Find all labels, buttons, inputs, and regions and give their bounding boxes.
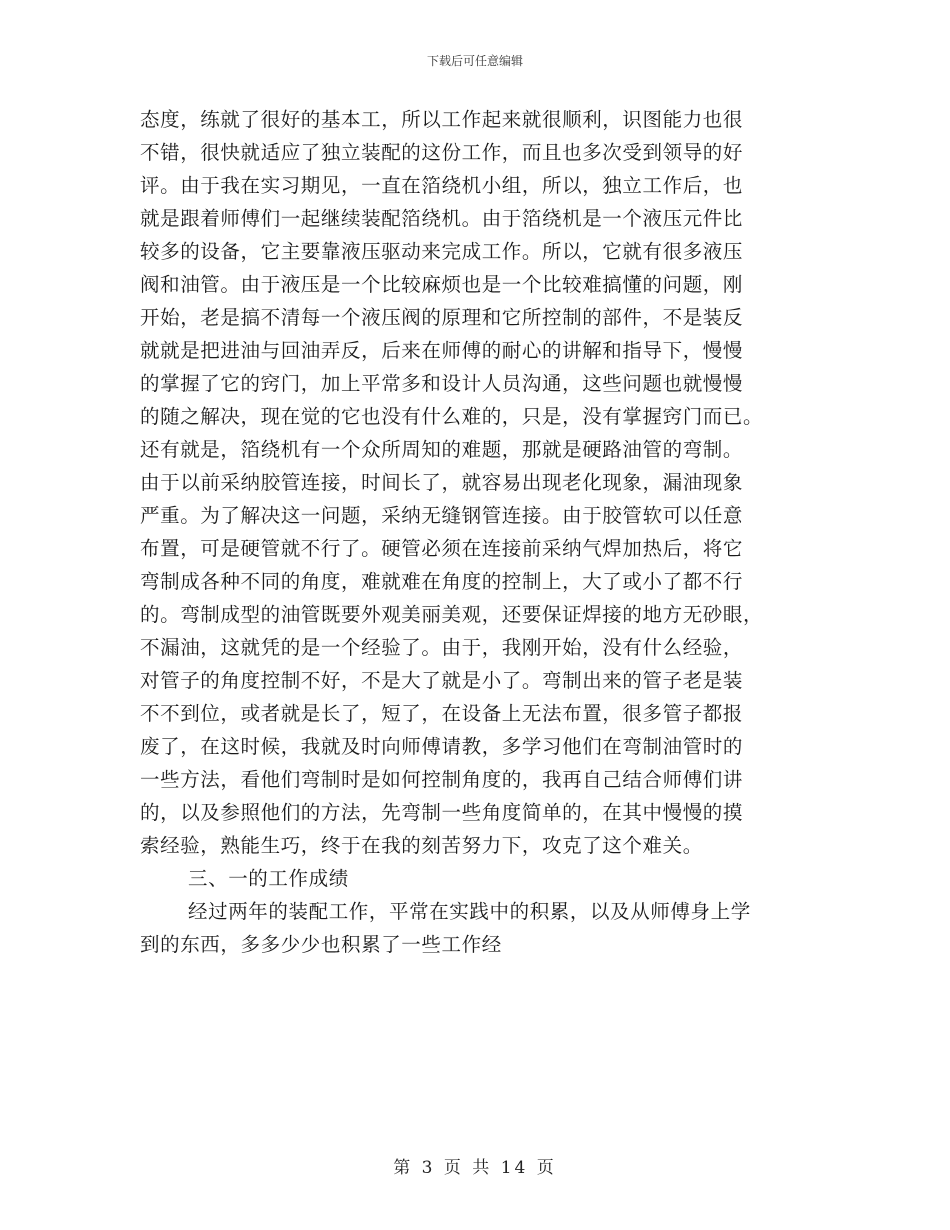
text-line: 就就是把进油与回油弄反，后来在师傅的耐心的讲解和指导下，慢慢 [140,339,744,362]
text-line: 还有就是，箔绕机有一个众所周知的难题，那就是硬路油管的弯制。 [140,438,744,461]
section-heading: 三、一的工作成绩 [188,867,349,890]
text-line: 的随之解决，现在觉的它也没有什么难的，只是，没有掌握窍门而已。 [140,405,764,428]
text-line: 的掌握了它的窍门，加上平常多和设计人员沟通，这些问题也就慢慢 [140,372,744,395]
text-line: 阀和油管。由于液压是一个比较麻烦也是一个比较难搞懂的问题，刚 [140,273,744,296]
text-line: 一些方法，看他们弯制时是如何控制角度的，我再自己结合师傅们讲 [140,768,744,791]
text-line: 就是跟着师傅们一起继续装配箔绕机。由于箔绕机是一个液压元件比 [140,207,744,230]
page-header: 下载后可任意编辑 [426,54,523,68]
page-footer: 第 3 页 共 14 页 [393,1158,557,1178]
text-line: 较多的设备，它主要靠液压驱动来完成工作。所以，它就有很多液压 [140,240,744,263]
text-line: 严重。为了解决这一问题，采纳无缝钢管连接。由于胶管软可以任意 [140,504,744,527]
text-line: 经过两年的装配工作，平常在实践中的积累，以及从师傅身上学 [188,900,751,923]
document-body [140,103,820,961]
text-line: 的。弯制成型的油管既要外观美丽美观，还要保证焊接的地方无砂眼， [140,603,764,626]
text-line: 弯制成各种不同的角度，难就难在角度的控制上，大了或小了都不行 [140,570,744,593]
text-line: 不漏油，这就凭的是一个经验了。由于，我刚开始，没有什么经验， [140,636,744,659]
text-line: 态度，练就了很好的基本工，所以工作起来就很顺利，识图能力也很 [140,108,744,131]
text-line: 不不到位，或者就是长了，短了，在设备上无法布置，很多管子都报 [140,702,744,725]
text-line: 的，以及参照他们的方法，先弯制一些角度简单的，在其中慢慢的摸 [140,801,744,824]
text-line: 评。由于我在实习期见，一直在箔绕机小组，所以，独立工作后，也 [140,174,744,197]
text-line: 索经验，熟能生巧，终于在我的刻苦努力下，攻克了这个难关。 [140,834,703,857]
text-line: 废了，在这时候，我就及时向师傅请教，多学习他们在弯制油管时的 [140,735,744,758]
text-line: 由于以前采纳胶管连接，时间长了，就容易出现老化现象，漏油现象 [140,471,744,494]
text-line: 开始，老是搞不清每一个液压阀的原理和它所控制的部件，不是装反 [140,306,744,329]
text-line: 到的东西，多多少少也积累了一些工作经 [140,933,502,956]
text-line: 布置，可是硬管就不行了。硬管必须在连接前采纳气焊加热后，将它 [140,537,744,560]
text-line: 不错，很快就适应了独立装配的这份工作，而且也多次受到领导的好 [140,141,744,164]
text-line: 对管子的角度控制不好，不是大了就是小了。弯制出来的管子老是装 [140,669,744,692]
